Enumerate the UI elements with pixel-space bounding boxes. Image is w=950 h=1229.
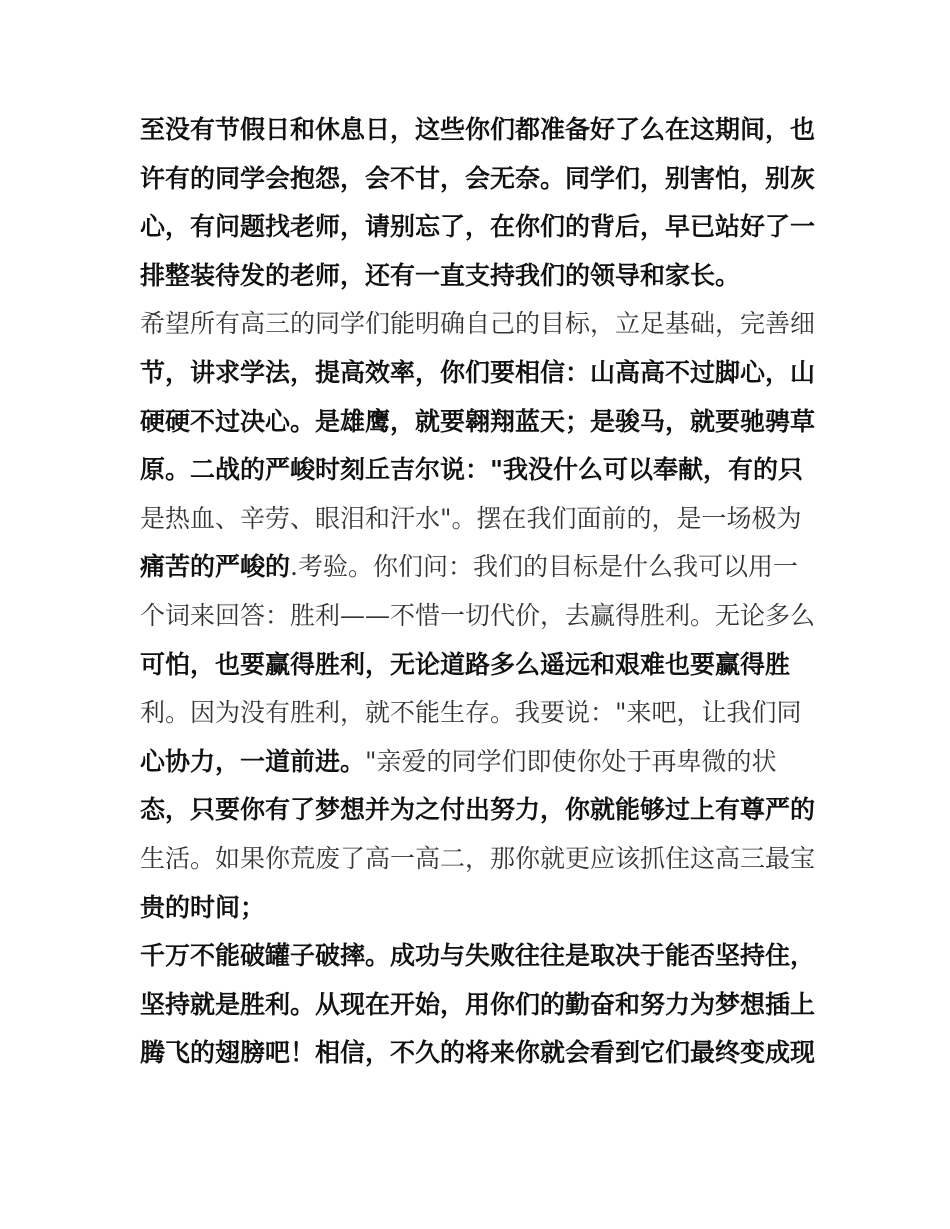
text-segment: 心，有问题找老师，请别忘了，在你们的背后，早已站好了一 bbox=[140, 212, 816, 242]
text-segment: 至没有节假日和休息日，这些你们都准备好了么在这期间，也 bbox=[140, 115, 816, 144]
text-segment: 坚持就是胜利。从现在开始，用你们的勤奋和努力为梦想插上 bbox=[140, 989, 816, 1019]
text-line bbox=[140, 738, 830, 787]
text-line bbox=[140, 981, 830, 1030]
text-segment: 希望所有高三的同学们能明确自己的目标，立足基础，完善细 bbox=[140, 309, 816, 339]
text-line bbox=[140, 349, 830, 398]
text-line bbox=[140, 155, 830, 204]
text-segment: 节，讲求学法，提高效率，你们要相信：山高高不过脚心，山 bbox=[140, 357, 816, 387]
text-line bbox=[140, 932, 830, 981]
text-line bbox=[140, 252, 830, 301]
text-line bbox=[140, 786, 830, 835]
text-line bbox=[140, 1029, 830, 1078]
text-line bbox=[140, 835, 830, 884]
text-segment: 是热血、辛劳、眼泪和汗水"。摆在我们面前的，是一场极为 bbox=[140, 503, 802, 533]
text-segment: 腾飞的翅膀吧！相信，不久的将来你就会看到它们最终变成现 bbox=[140, 1038, 816, 1068]
text-line bbox=[140, 398, 830, 447]
text-segment: 态，只要你有了梦想并为之付出努力，你就能够过上有尊严的 bbox=[140, 795, 816, 825]
text-segment: 利。因为没有胜利，就不能生存。我要说："来吧，让我们同 bbox=[140, 698, 802, 728]
text-segment: 可怕，也要赢得胜利，无论道路多么遥远和艰难也要赢得胜 bbox=[140, 649, 791, 679]
body-text bbox=[140, 106, 830, 1078]
text-segment: 原。二战的严峻时刻丘吉尔说："我没什么可以奉献，有的只 bbox=[140, 455, 804, 485]
text-segment: .考验。你们问：我们的目标是什么我可以用一 bbox=[290, 552, 798, 582]
text-line bbox=[140, 689, 830, 738]
text-segment: 千万不能破罐子破摔。成功与失败往往是取决于能否坚持住， bbox=[140, 941, 816, 971]
text-line bbox=[140, 543, 830, 592]
text-line bbox=[140, 203, 830, 252]
text-segment: 生活。如果你荒废了高一高二，那你就更应该抓住这高三最宝 bbox=[140, 843, 816, 873]
text-segment: 许有的同学会抱怨，会不甘，会无奈。同学们，别害怕，别灰 bbox=[140, 163, 816, 193]
text-line bbox=[140, 641, 830, 690]
text-segment: 排整装待发的老师，还有一直支持我们的领导和家长。 bbox=[140, 260, 741, 290]
text-line bbox=[140, 495, 830, 544]
text-segment: 痛苦的严峻的 bbox=[140, 552, 291, 582]
text-line bbox=[140, 884, 830, 933]
text-line bbox=[140, 592, 830, 641]
text-segment: 硬硬不过决心。是雄鹰，就要翱翔蓝天；是骏马，就要驰骋草 bbox=[140, 406, 816, 436]
text-segment: 心协力，一道前进。 bbox=[140, 746, 366, 776]
text-segment: 个词来回答：胜利——不惜一切代价，去赢得胜利。无论多么 bbox=[140, 600, 816, 630]
text-segment: 贵的时间； bbox=[140, 892, 266, 922]
text-segment: "亲爱的同学们即使你处于再卑微的状 bbox=[365, 746, 777, 776]
text-line bbox=[140, 446, 830, 495]
text-line bbox=[140, 106, 830, 155]
text-line bbox=[140, 300, 830, 349]
